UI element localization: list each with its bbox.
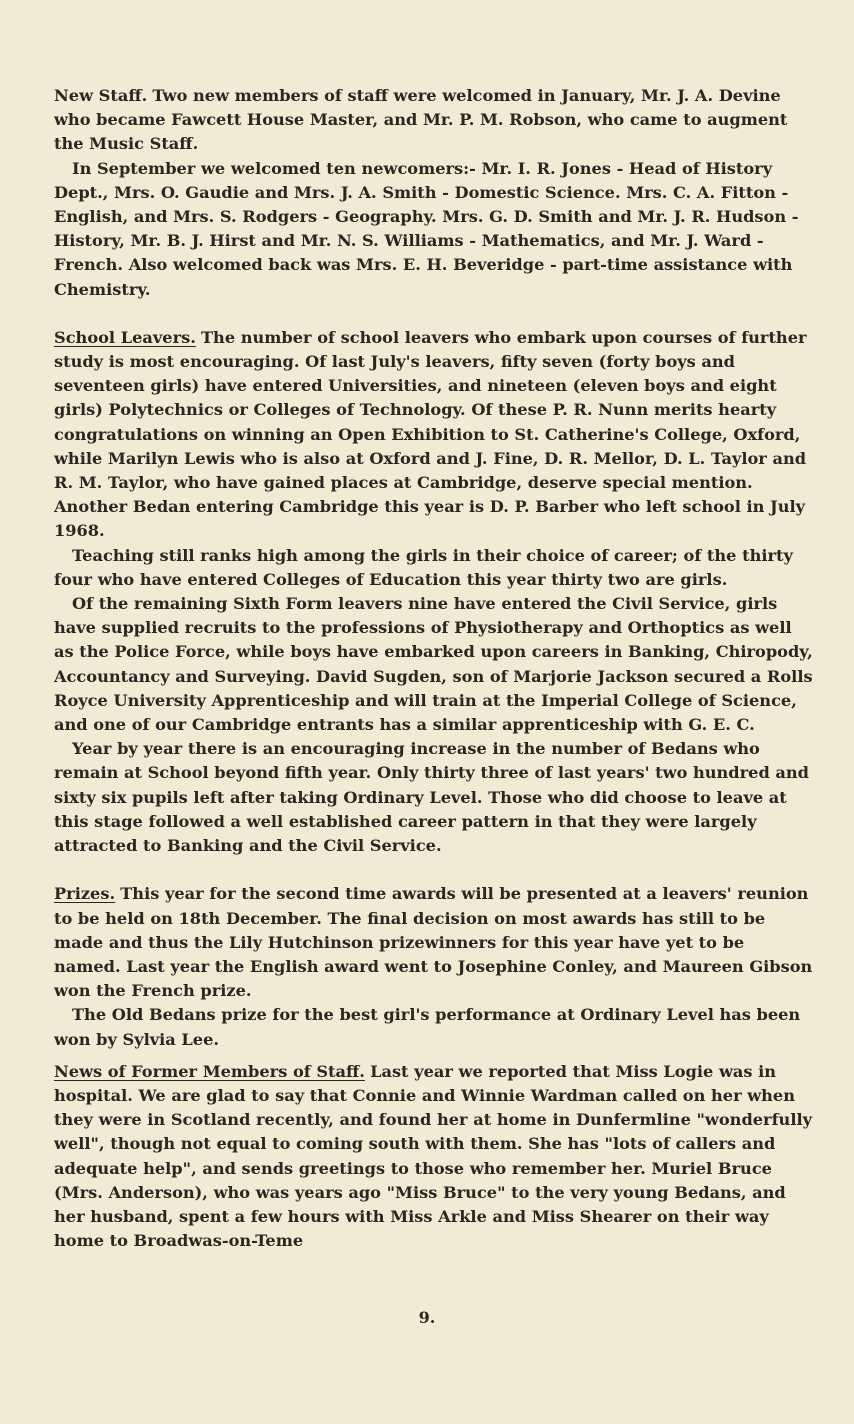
paragraph: [54, 1060, 814, 1254]
section-former-staff-news: [54, 1060, 814, 1254]
section-heading: Prizes.: [54, 884, 116, 904]
paragraph: Of the remaining Sixth Form leavers nine have entered the Civil Service, girls have supplied recruits to the professions of Physiotherapy and Orthoptics as well as the Police Force, while boys have embarked upon careers in Banking, Chiropody, Accountancy and Surveying. David Sugden, son of Marjorie Jackson secured a Rolls Royce University Apprenticeship and will train at the Imperial College of Science, and one of our Cambridge entrants has a similar apprenticeship with G. E. C.: [54, 594, 813, 735]
section-heading: News of Former Members of Staff.: [54, 1061, 365, 1081]
section-heading: School Leavers.: [54, 327, 196, 347]
section-prizes: [54, 882, 814, 1051]
page-number: 9.: [418, 1308, 436, 1327]
paragraph: [54, 882, 814, 1003]
paragraph-text: This year for the second time awards will be presented at a leavers' reunion to be held on 18th December. The final decision on most awards has still to be made and thus the Lily Hutchinson prizewinners for this year have yet to be named. Last year the English award went to Josephine Conley, and Maureen Gibson won the French prize.: [54, 884, 813, 1001]
paragraph-text: Two new members of staff were welcomed in January, Mr. J. A. Devine who became Fawcett House Master, and Mr. P. M. Robson, who came to augment the Music Staff.: [54, 86, 788, 154]
paragraph: Year by year there is an encouraging increase in the number of Bedans who remain at School beyond fifth year. Only thirty three of last years' two hundred and sixty six pupils left after taking Ordinary Level. Those who did choose to leave at this stage followed a well established career pattern in that they were largely attracted to Banking and the Civil Service.: [54, 739, 809, 856]
section-school-leavers: [54, 326, 814, 858]
section-new-staff: [54, 84, 814, 302]
paragraph: In September we welcomed ten newcomers:- Mr. I. R. Jones - Head of History Dept., Mrs. O. Gaudie and Mrs. J. A. Smith - Domestic Science. Mrs. C. A. Fitton - English, and Mrs. S. Rodgers - Geography. Mrs. G. D. Smith and Mr. J. R. Hudson - History, Mr. B. J. Hirst and Mr. N. S. Williams - Mathematics, and Mr. J. Ward - French. Also welcomed back was Mrs. E. H. Beveridge - part-time assistance with Chemistry.: [54, 158, 799, 299]
paragraph-text: Last year we reported that Miss Logie was in hospital. We are glad to say that Connie and Winnie Wardman called on her when they were in Scotland recently, and found her at home in Dunfermline "wonderfully well", though not equal to coming south with them. She has "lots of callers and adequate help", and sends greetings to those who remember her. Muriel Bruce (Mrs. Anderson), who was years ago "Miss Bruce" to the very young Bedans, and her husband, spent a few hours with Miss Arkle and Miss Shearer on their way home to Broadwas-on-Teme: [54, 1061, 813, 1251]
paragraph: [54, 84, 814, 157]
paragraph: Teaching still ranks high among the girls in their choice of career; of the thirty four who have entered Colleges of Education this year thirty two are girls.: [54, 545, 793, 589]
section-heading: New Staff.: [54, 86, 148, 105]
paragraph-text: The number of school leavers who embark upon courses of further study is most encouraging. Of last July's leavers, fifty seven (forty boys and seventeen girls) have entered Universities, and nineteen (eleven boys and eight girls) Polytechnics or Colleges of Technology. Of these P. R. Nunn merits hearty congratulations on winning an Open Exhibition to St. Catherine's College, Oxford, while Marilyn Lewis who is also at Oxford and J. Fine, D. R. Mellor, D. L. Taylor and R. M. Taylor, who have gained places at Cambridge, deserve special mention. Another Bedan entering Cambridge this year is D. P. Barber who left school in July 1968.: [54, 327, 807, 541]
paragraph: The Old Bedans prize for the best girl's performance at Ordinary Level has been won by Sylvia Lee.: [54, 1005, 801, 1049]
paragraph: [54, 326, 814, 544]
